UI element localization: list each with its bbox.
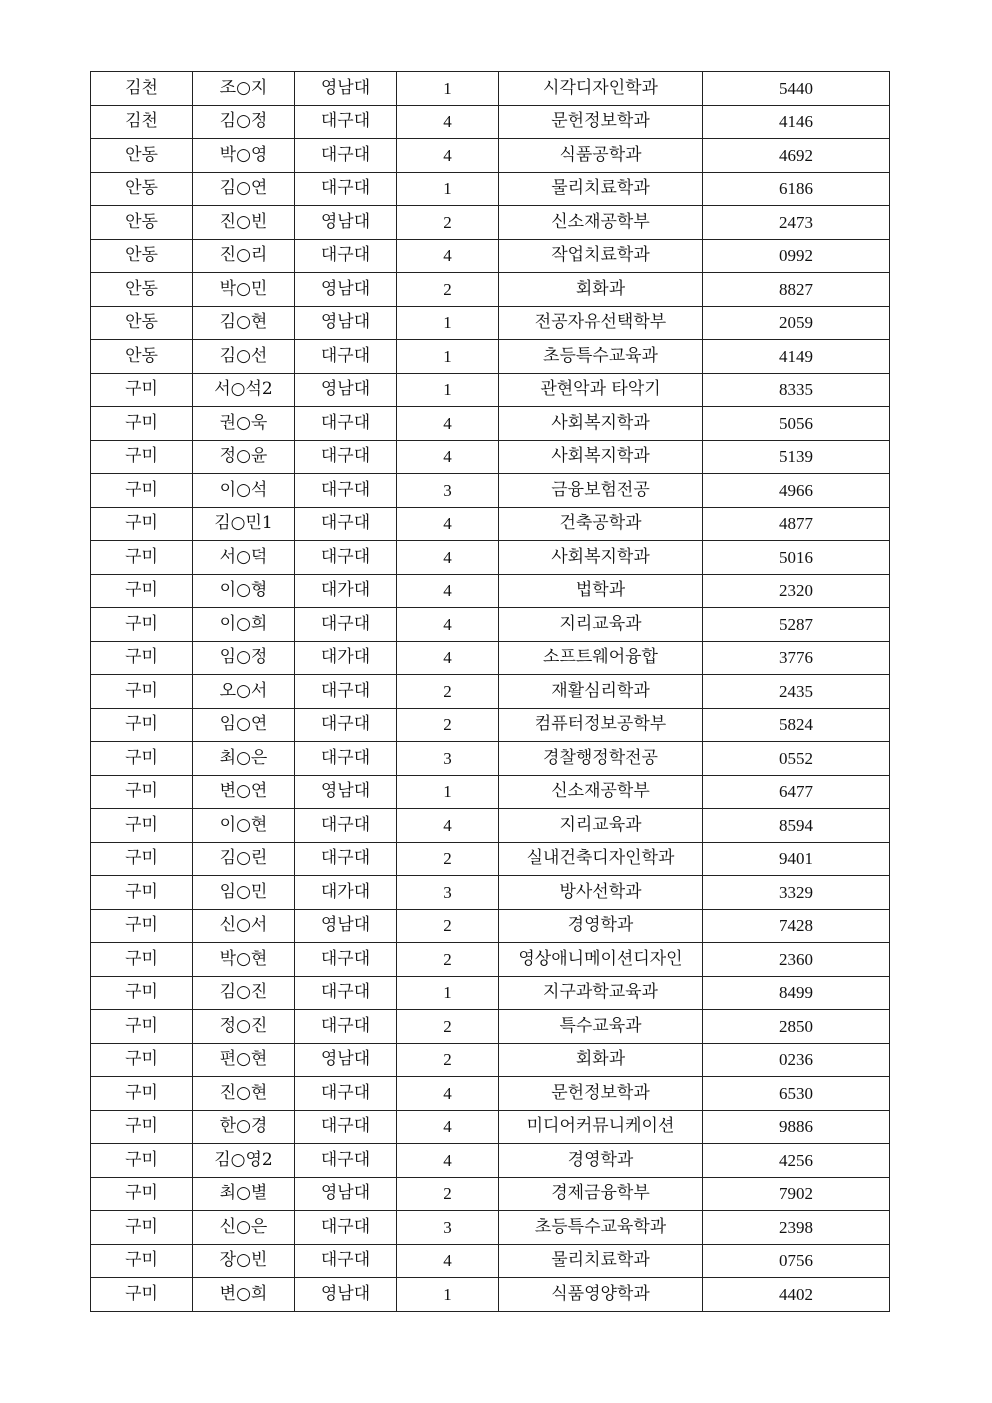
student-name-cell: 임○연 (193, 708, 295, 742)
grade-cell: 2 (397, 206, 499, 240)
grade-cell: 1 (397, 306, 499, 340)
student-id-cell: 8499 (703, 976, 890, 1010)
grade-cell: 2 (397, 708, 499, 742)
student-name-cell: 오○서 (193, 675, 295, 709)
student-name-cell: 박○현 (193, 943, 295, 977)
scholarship-roster-table (90, 71, 890, 1312)
student-name-cell: 김○진 (193, 976, 295, 1010)
student-name-cell: 김○연 (193, 172, 295, 206)
student-name-cell: 박○민 (193, 273, 295, 307)
student-name-cell: 이○현 (193, 809, 295, 843)
table-row (91, 1177, 890, 1211)
department-cell: 사회복지학과 (499, 440, 703, 474)
university-cell: 대가대 (295, 876, 397, 910)
department-cell: 신소재공학부 (499, 206, 703, 240)
university-cell: 대가대 (295, 574, 397, 608)
grade-cell: 3 (397, 742, 499, 776)
department-cell: 미디어커뮤니케이션 (499, 1110, 703, 1144)
university-cell: 대구대 (295, 1077, 397, 1111)
grade-cell: 2 (397, 909, 499, 943)
student-id-cell: 0552 (703, 742, 890, 776)
grade-cell: 4 (397, 809, 499, 843)
grade-cell: 1 (397, 72, 499, 106)
table-row (91, 139, 890, 173)
university-cell: 대구대 (295, 1144, 397, 1178)
student-id-cell: 0756 (703, 1244, 890, 1278)
grade-cell: 1 (397, 976, 499, 1010)
grade-cell: 1 (397, 172, 499, 206)
department-cell: 경찰행정학전공 (499, 742, 703, 776)
grade-cell: 1 (397, 1278, 499, 1312)
student-name-cell: 편○현 (193, 1043, 295, 1077)
university-cell: 대구대 (295, 809, 397, 843)
grade-cell: 2 (397, 675, 499, 709)
university-cell: 영남대 (295, 273, 397, 307)
table-row (91, 172, 890, 206)
grade-cell: 1 (397, 340, 499, 374)
table-row (91, 1043, 890, 1077)
table-row (91, 105, 890, 139)
region-cell: 구미 (91, 1211, 193, 1245)
region-cell: 구미 (91, 507, 193, 541)
table-row (91, 608, 890, 642)
table-row (91, 1110, 890, 1144)
region-cell: 구미 (91, 775, 193, 809)
department-cell: 식품공학과 (499, 139, 703, 173)
university-cell: 대구대 (295, 239, 397, 273)
grade-cell: 2 (397, 1010, 499, 1044)
region-cell: 구미 (91, 1077, 193, 1111)
student-id-cell: 3776 (703, 641, 890, 675)
region-cell: 구미 (91, 943, 193, 977)
region-cell: 구미 (91, 1278, 193, 1312)
department-cell: 회화과 (499, 273, 703, 307)
department-cell: 영상애니메이션디자인 (499, 943, 703, 977)
department-cell: 문헌정보학과 (499, 1077, 703, 1111)
university-cell: 대구대 (295, 742, 397, 776)
student-name-cell: 김○선 (193, 340, 295, 374)
table-row (91, 876, 890, 910)
region-cell: 구미 (91, 742, 193, 776)
university-cell: 대구대 (295, 139, 397, 173)
university-cell: 영남대 (295, 775, 397, 809)
table-row (91, 842, 890, 876)
student-name-cell: 임○민 (193, 876, 295, 910)
roster-body (91, 72, 890, 1312)
student-id-cell: 5440 (703, 72, 890, 106)
department-cell: 소프트웨어융합 (499, 641, 703, 675)
department-cell: 전공자유선택학부 (499, 306, 703, 340)
table-row (91, 306, 890, 340)
region-cell: 김천 (91, 105, 193, 139)
student-name-cell: 이○형 (193, 574, 295, 608)
grade-cell: 4 (397, 1144, 499, 1178)
grade-cell: 4 (397, 1077, 499, 1111)
student-name-cell: 김○린 (193, 842, 295, 876)
student-id-cell: 6477 (703, 775, 890, 809)
university-cell: 대구대 (295, 340, 397, 374)
grade-cell: 4 (397, 105, 499, 139)
region-cell: 구미 (91, 474, 193, 508)
student-id-cell: 3329 (703, 876, 890, 910)
university-cell: 대구대 (295, 675, 397, 709)
student-name-cell: 신○서 (193, 909, 295, 943)
student-id-cell: 7428 (703, 909, 890, 943)
region-cell: 구미 (91, 1043, 193, 1077)
student-id-cell: 8335 (703, 373, 890, 407)
university-cell: 대구대 (295, 105, 397, 139)
university-cell: 영남대 (295, 72, 397, 106)
student-name-cell: 임○정 (193, 641, 295, 675)
department-cell: 경영학과 (499, 1144, 703, 1178)
department-cell: 작업치료학과 (499, 239, 703, 273)
region-cell: 구미 (91, 373, 193, 407)
student-id-cell: 4402 (703, 1278, 890, 1312)
department-cell: 재활심리학과 (499, 675, 703, 709)
department-cell: 사회복지학과 (499, 541, 703, 575)
university-cell: 대가대 (295, 641, 397, 675)
student-name-cell: 변○연 (193, 775, 295, 809)
student-name-cell: 김○민1 (193, 507, 295, 541)
department-cell: 문헌정보학과 (499, 105, 703, 139)
table-row (91, 708, 890, 742)
table-row (91, 239, 890, 273)
region-cell: 안동 (91, 206, 193, 240)
student-id-cell: 2320 (703, 574, 890, 608)
table-row (91, 1244, 890, 1278)
grade-cell: 4 (397, 1244, 499, 1278)
region-cell: 구미 (91, 708, 193, 742)
university-cell: 대구대 (295, 507, 397, 541)
student-id-cell: 5139 (703, 440, 890, 474)
university-cell: 대구대 (295, 172, 397, 206)
grade-cell: 3 (397, 876, 499, 910)
student-id-cell: 4966 (703, 474, 890, 508)
university-cell: 영남대 (295, 1043, 397, 1077)
table-row (91, 407, 890, 441)
table-row (91, 809, 890, 843)
student-id-cell: 2435 (703, 675, 890, 709)
university-cell: 대구대 (295, 440, 397, 474)
university-cell: 대구대 (295, 407, 397, 441)
department-cell: 건축공학과 (499, 507, 703, 541)
department-cell: 지구과학교육과 (499, 976, 703, 1010)
student-name-cell: 신○은 (193, 1211, 295, 1245)
grade-cell: 4 (397, 239, 499, 273)
university-cell: 대구대 (295, 1211, 397, 1245)
student-id-cell: 5016 (703, 541, 890, 575)
student-name-cell: 서○덕 (193, 541, 295, 575)
department-cell: 경영학과 (499, 909, 703, 943)
department-cell: 초등특수교육과 (499, 340, 703, 374)
department-cell: 지리교육과 (499, 608, 703, 642)
student-name-cell: 조○지 (193, 72, 295, 106)
student-id-cell: 8594 (703, 809, 890, 843)
grade-cell: 2 (397, 273, 499, 307)
student-name-cell: 서○석2 (193, 373, 295, 407)
student-name-cell: 최○별 (193, 1177, 295, 1211)
table-row (91, 742, 890, 776)
department-cell: 법학과 (499, 574, 703, 608)
grade-cell: 4 (397, 139, 499, 173)
department-cell: 시각디자인학과 (499, 72, 703, 106)
region-cell: 구미 (91, 909, 193, 943)
table-row (91, 574, 890, 608)
region-cell: 구미 (91, 675, 193, 709)
student-name-cell: 한○경 (193, 1110, 295, 1144)
region-cell: 구미 (91, 440, 193, 474)
department-cell: 식품영양학과 (499, 1278, 703, 1312)
student-id-cell: 5056 (703, 407, 890, 441)
grade-cell: 2 (397, 842, 499, 876)
region-cell: 안동 (91, 340, 193, 374)
department-cell: 신소재공학부 (499, 775, 703, 809)
university-cell: 영남대 (295, 1177, 397, 1211)
grade-cell: 3 (397, 1211, 499, 1245)
table-row (91, 273, 890, 307)
department-cell: 물리치료학과 (499, 172, 703, 206)
student-id-cell: 5287 (703, 608, 890, 642)
university-cell: 영남대 (295, 306, 397, 340)
table-row (91, 440, 890, 474)
grade-cell: 4 (397, 541, 499, 575)
student-id-cell: 4149 (703, 340, 890, 374)
region-cell: 구미 (91, 574, 193, 608)
grade-cell: 2 (397, 943, 499, 977)
region-cell: 안동 (91, 306, 193, 340)
student-id-cell: 0236 (703, 1043, 890, 1077)
region-cell: 안동 (91, 139, 193, 173)
student-name-cell: 정○진 (193, 1010, 295, 1044)
student-id-cell: 7902 (703, 1177, 890, 1211)
student-id-cell: 2360 (703, 943, 890, 977)
university-cell: 영남대 (295, 1278, 397, 1312)
table-row (91, 72, 890, 106)
table-row (91, 340, 890, 374)
department-cell: 사회복지학과 (499, 407, 703, 441)
grade-cell: 2 (397, 1043, 499, 1077)
table-row (91, 1010, 890, 1044)
region-cell: 구미 (91, 1010, 193, 1044)
region-cell: 안동 (91, 239, 193, 273)
student-id-cell: 6530 (703, 1077, 890, 1111)
table-row (91, 1077, 890, 1111)
student-id-cell: 4256 (703, 1144, 890, 1178)
grade-cell: 3 (397, 474, 499, 508)
student-name-cell: 변○희 (193, 1278, 295, 1312)
student-id-cell: 6186 (703, 172, 890, 206)
table-row (91, 641, 890, 675)
region-cell: 구미 (91, 976, 193, 1010)
department-cell: 지리교육과 (499, 809, 703, 843)
table-row (91, 373, 890, 407)
region-cell: 구미 (91, 1177, 193, 1211)
table-row (91, 943, 890, 977)
table-row (91, 909, 890, 943)
region-cell: 구미 (91, 876, 193, 910)
grade-cell: 1 (397, 373, 499, 407)
university-cell: 대구대 (295, 541, 397, 575)
table-row (91, 976, 890, 1010)
region-cell: 구미 (91, 1110, 193, 1144)
grade-cell: 4 (397, 641, 499, 675)
student-name-cell: 김○정 (193, 105, 295, 139)
department-cell: 특수교육과 (499, 1010, 703, 1044)
student-id-cell: 0992 (703, 239, 890, 273)
department-cell: 관현악과 타악기 (499, 373, 703, 407)
table-row (91, 1144, 890, 1178)
student-name-cell: 김○현 (193, 306, 295, 340)
table-row (91, 675, 890, 709)
student-id-cell: 4877 (703, 507, 890, 541)
region-cell: 구미 (91, 608, 193, 642)
student-name-cell: 정○윤 (193, 440, 295, 474)
grade-cell: 1 (397, 775, 499, 809)
student-name-cell: 최○은 (193, 742, 295, 776)
university-cell: 대구대 (295, 1244, 397, 1278)
university-cell: 영남대 (295, 206, 397, 240)
student-id-cell: 2398 (703, 1211, 890, 1245)
table-row (91, 474, 890, 508)
student-name-cell: 진○현 (193, 1077, 295, 1111)
region-cell: 구미 (91, 1244, 193, 1278)
department-cell: 회화과 (499, 1043, 703, 1077)
region-cell: 구미 (91, 1144, 193, 1178)
table-row (91, 541, 890, 575)
department-cell: 물리치료학과 (499, 1244, 703, 1278)
student-name-cell: 진○빈 (193, 206, 295, 240)
grade-cell: 4 (397, 1110, 499, 1144)
table-row (91, 1278, 890, 1312)
student-name-cell: 이○석 (193, 474, 295, 508)
university-cell: 영남대 (295, 909, 397, 943)
university-cell: 대구대 (295, 842, 397, 876)
region-cell: 구미 (91, 842, 193, 876)
region-cell: 김천 (91, 72, 193, 106)
student-id-cell: 9401 (703, 842, 890, 876)
university-cell: 대구대 (295, 976, 397, 1010)
university-cell: 영남대 (295, 373, 397, 407)
student-id-cell: 2850 (703, 1010, 890, 1044)
student-id-cell: 2473 (703, 206, 890, 240)
student-name-cell: 박○영 (193, 139, 295, 173)
department-cell: 방사선학과 (499, 876, 703, 910)
student-name-cell: 장○빈 (193, 1244, 295, 1278)
student-id-cell: 5824 (703, 708, 890, 742)
region-cell: 구미 (91, 407, 193, 441)
university-cell: 대구대 (295, 708, 397, 742)
university-cell: 대구대 (295, 474, 397, 508)
student-id-cell: 4146 (703, 105, 890, 139)
university-cell: 대구대 (295, 1110, 397, 1144)
department-cell: 초등특수교육학과 (499, 1211, 703, 1245)
table-row (91, 206, 890, 240)
university-cell: 대구대 (295, 943, 397, 977)
grade-cell: 4 (397, 407, 499, 441)
student-name-cell: 이○희 (193, 608, 295, 642)
department-cell: 컴퓨터정보공학부 (499, 708, 703, 742)
table-row (91, 1211, 890, 1245)
grade-cell: 2 (397, 1177, 499, 1211)
region-cell: 안동 (91, 172, 193, 206)
grade-cell: 4 (397, 440, 499, 474)
student-id-cell: 4692 (703, 139, 890, 173)
university-cell: 대구대 (295, 1010, 397, 1044)
region-cell: 구미 (91, 541, 193, 575)
grade-cell: 4 (397, 574, 499, 608)
region-cell: 구미 (91, 809, 193, 843)
department-cell: 경제금융학부 (499, 1177, 703, 1211)
student-name-cell: 김○영2 (193, 1144, 295, 1178)
department-cell: 금융보험전공 (499, 474, 703, 508)
region-cell: 구미 (91, 641, 193, 675)
department-cell: 실내건축디자인학과 (499, 842, 703, 876)
university-cell: 대구대 (295, 608, 397, 642)
student-id-cell: 9886 (703, 1110, 890, 1144)
student-id-cell: 8827 (703, 273, 890, 307)
table-row (91, 507, 890, 541)
table-row (91, 775, 890, 809)
student-name-cell: 진○리 (193, 239, 295, 273)
grade-cell: 4 (397, 507, 499, 541)
grade-cell: 4 (397, 608, 499, 642)
region-cell: 안동 (91, 273, 193, 307)
student-name-cell: 권○욱 (193, 407, 295, 441)
student-id-cell: 2059 (703, 306, 890, 340)
